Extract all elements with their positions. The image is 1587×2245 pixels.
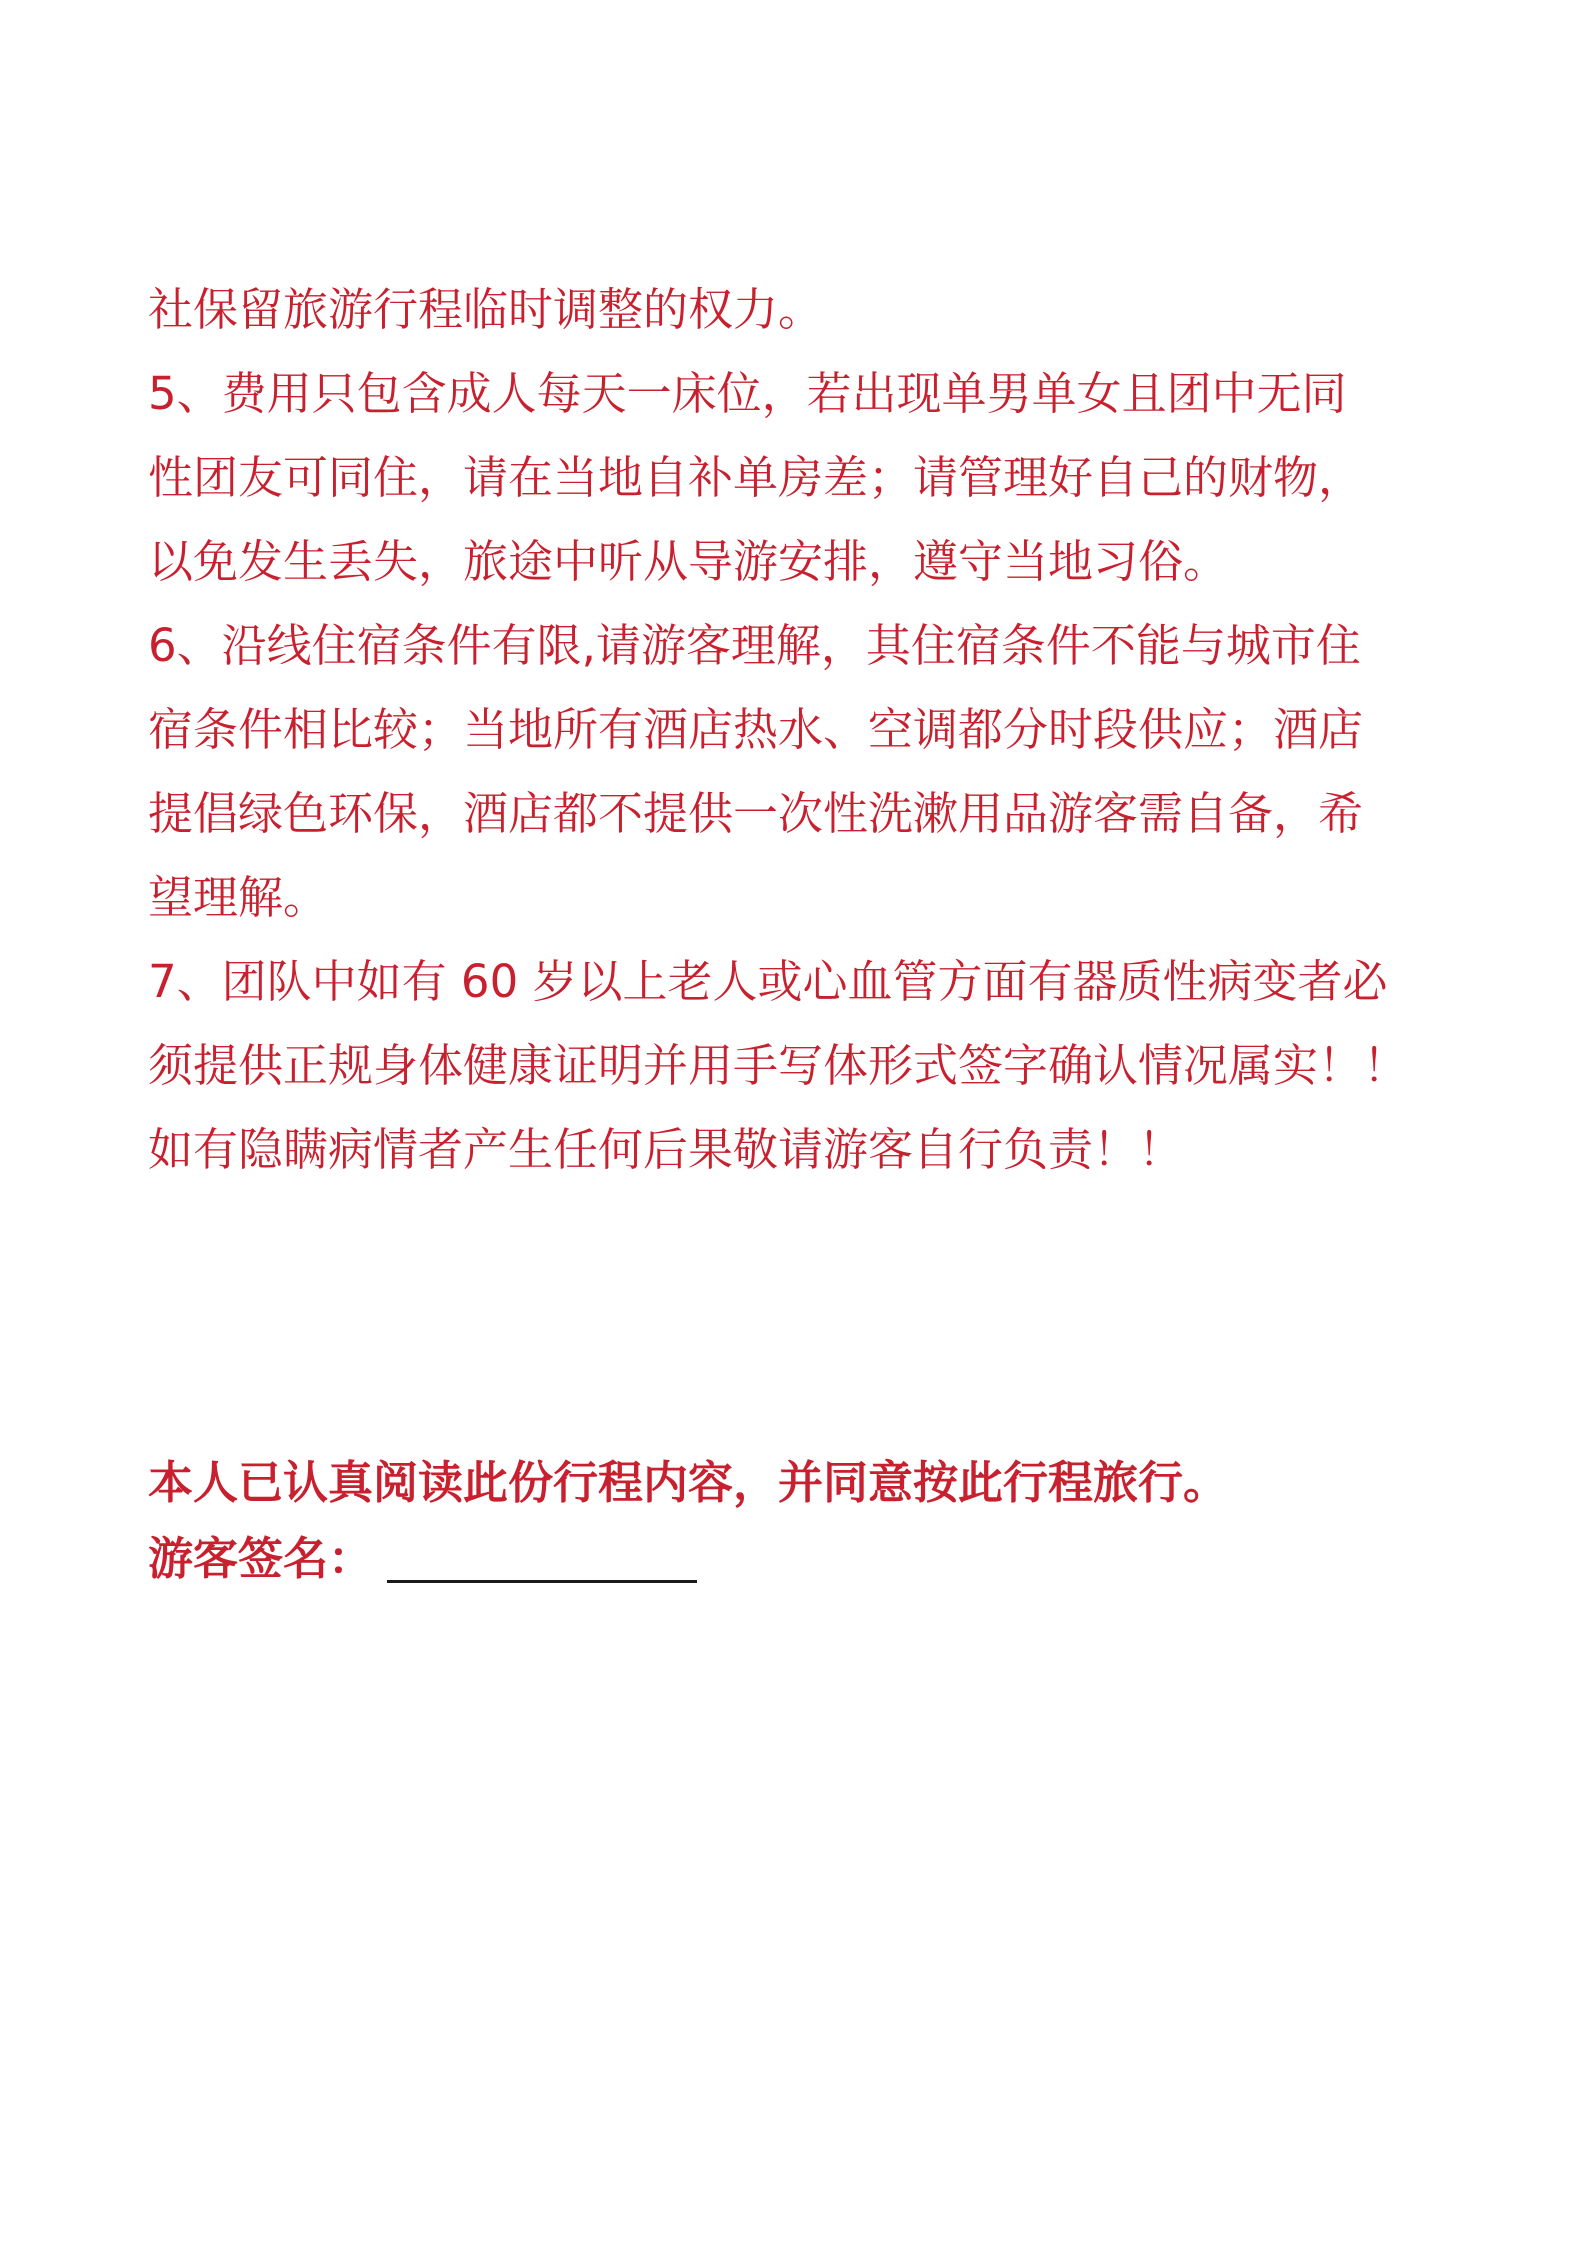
signature-row	[148, 1521, 1488, 1597]
signature-label: 游客签名：	[148, 1532, 374, 1585]
notes-line: 宿条件相比较；当地所有酒店热水、空调都分时段供应；酒店	[148, 703, 1364, 756]
notes-line: 7、团队中如有 60 岁以上老人或心血管方面有器质性病变者必	[148, 955, 1388, 1008]
confirmation-statement: 本人已认真阅读此份行程内容，并同意按此行程旅行。	[148, 1456, 1229, 1509]
notes-line: 望理解。	[148, 871, 329, 924]
notes-line: 须提供正规身体健康证明并用手写体形式签字确认情况属实！！	[148, 1039, 1409, 1092]
notes-line: 以免发生丢失，旅途中听从导游安排，遵守当地习俗。	[148, 535, 1229, 588]
notes-line: 提倡绿色环保，酒店都不提供一次性洗漱用品游客需自备，希	[148, 787, 1364, 840]
signature-field[interactable]	[387, 1530, 697, 1583]
notes-line: 5、费用只包含成人每天一床位，若出现单男单女且团中无同	[148, 367, 1347, 420]
notes-line: 如有隐瞒病情者产生任何后果敬请游客自行负责！！	[148, 1123, 1184, 1176]
notes-line: 6、沿线住宿条件有限,请游客理解，其住宿条件不能与城市住	[148, 619, 1361, 672]
notes-line: 社保留旅游行程临时调整的权力。	[148, 283, 824, 336]
notes-section	[148, 268, 1488, 1192]
notes-line: 性团友可同住，请在当地自补单房差；请管理好自己的财物，	[148, 451, 1364, 504]
confirmation-section	[148, 1445, 1488, 1597]
